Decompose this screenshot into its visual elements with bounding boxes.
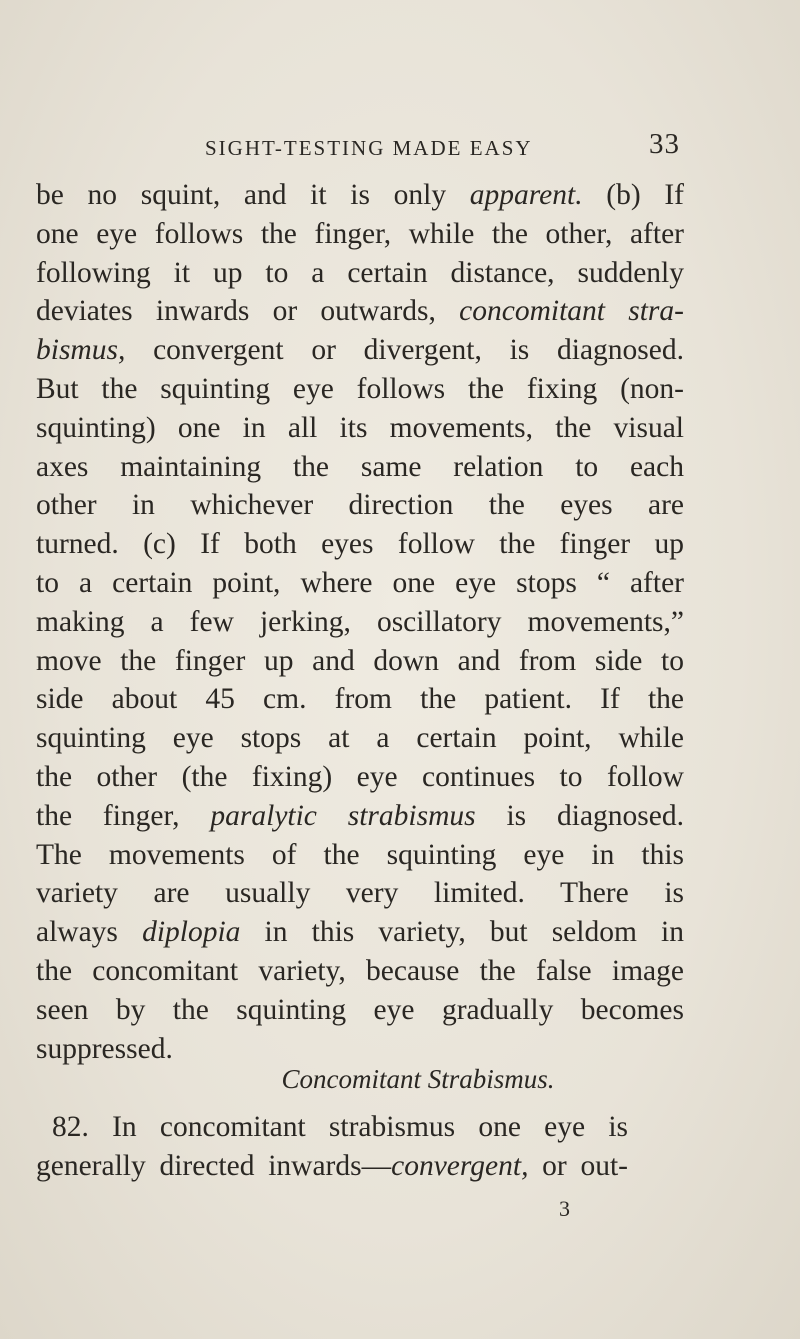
text-line bbox=[36, 913, 684, 952]
text-line bbox=[36, 991, 684, 1030]
text-line bbox=[36, 564, 684, 603]
text-line bbox=[36, 525, 684, 564]
paragraph-2 bbox=[36, 1108, 628, 1186]
italic-run: concomitant stra- bbox=[459, 295, 684, 328]
text-run: squinting) one in all its movements, the visual bbox=[36, 411, 684, 444]
text-run: always bbox=[36, 916, 143, 949]
text-run: following it up to a certain distance, suddenly bbox=[36, 256, 684, 289]
text-run: convergent or divergent, is diagnosed. bbox=[125, 334, 684, 367]
text-line bbox=[36, 1147, 628, 1186]
text-run: other in whichever direction the eyes are bbox=[36, 489, 684, 522]
text-line bbox=[36, 1108, 628, 1147]
text-line bbox=[36, 680, 684, 719]
text-run: move the finger up and down and from side to bbox=[36, 644, 684, 677]
page-number: 33 bbox=[649, 128, 680, 160]
text-run: making a few jerking, oscillatory movements,” bbox=[36, 605, 684, 638]
text-line bbox=[36, 370, 684, 409]
text-run: side about 45 cm. from the patient. If the bbox=[36, 683, 684, 716]
text-line bbox=[36, 254, 684, 293]
text-line bbox=[36, 836, 684, 875]
text-run: the other (the fixing) eye continues to follow bbox=[36, 760, 684, 793]
text-run: generally directed inwards— bbox=[36, 1149, 392, 1182]
text-run: The movements of the squinting eye in this bbox=[36, 838, 684, 871]
section-heading: Concomitant Strabismus. bbox=[281, 1064, 555, 1094]
text-run: is diagnosed. bbox=[475, 799, 685, 832]
paragraph-1 bbox=[36, 176, 684, 1068]
italic-run: bismus, bbox=[36, 334, 126, 367]
text-run: to a certain point, where one eye stops “ after bbox=[36, 566, 684, 599]
text-line bbox=[36, 952, 684, 991]
text-line bbox=[36, 292, 684, 331]
text-run: 82. In concomitant strabismus one eye is bbox=[52, 1111, 628, 1143]
italic-run: paralytic strabismus bbox=[210, 799, 476, 832]
text-run: axes maintaining the same relation to each bbox=[36, 450, 684, 483]
text-run: the concomitant variety, because the false image bbox=[36, 954, 684, 987]
text-line bbox=[36, 719, 684, 758]
signature-mark: 3 bbox=[559, 1196, 570, 1221]
text-run: one eye follows the finger, while the other, after bbox=[36, 217, 684, 250]
text-run: variety are usually very limited. There is bbox=[36, 877, 684, 910]
text-line bbox=[36, 215, 684, 254]
text-run: the finger, bbox=[36, 799, 211, 832]
text-run: squinting eye stops at a certain point, while bbox=[36, 722, 684, 755]
page-header bbox=[205, 128, 680, 168]
text-run: seen by the squinting eye gradually becomes bbox=[36, 993, 684, 1026]
text-line bbox=[36, 486, 684, 525]
text-run: in this variety, but seldom in bbox=[240, 916, 684, 949]
italic-run: convergent, bbox=[391, 1149, 529, 1182]
text-run: (b) If bbox=[582, 179, 684, 211]
text-run: be no squint, and it is only bbox=[36, 179, 470, 211]
running-title: SIGHT-TESTING MADE EASY bbox=[205, 136, 533, 160]
text-run: suppressed. bbox=[36, 1032, 173, 1065]
italic-run: diplopia bbox=[142, 916, 241, 949]
text-line bbox=[36, 409, 684, 448]
text-line bbox=[36, 603, 684, 642]
text-line bbox=[36, 331, 684, 370]
italic-run: apparent. bbox=[469, 179, 583, 211]
text-line bbox=[36, 176, 684, 215]
text-line bbox=[36, 448, 684, 487]
text-line bbox=[36, 874, 684, 913]
text-line bbox=[36, 758, 684, 797]
text-run: or out- bbox=[528, 1149, 629, 1182]
text-line bbox=[36, 642, 684, 681]
text-run: But the squinting eye follows the fixing (non- bbox=[36, 372, 684, 405]
text-line bbox=[36, 797, 684, 836]
text-run: turned. (c) If both eyes follow the finger up bbox=[36, 528, 684, 561]
text-run: deviates inwards or outwards, bbox=[36, 295, 460, 328]
text-line bbox=[36, 1030, 684, 1069]
